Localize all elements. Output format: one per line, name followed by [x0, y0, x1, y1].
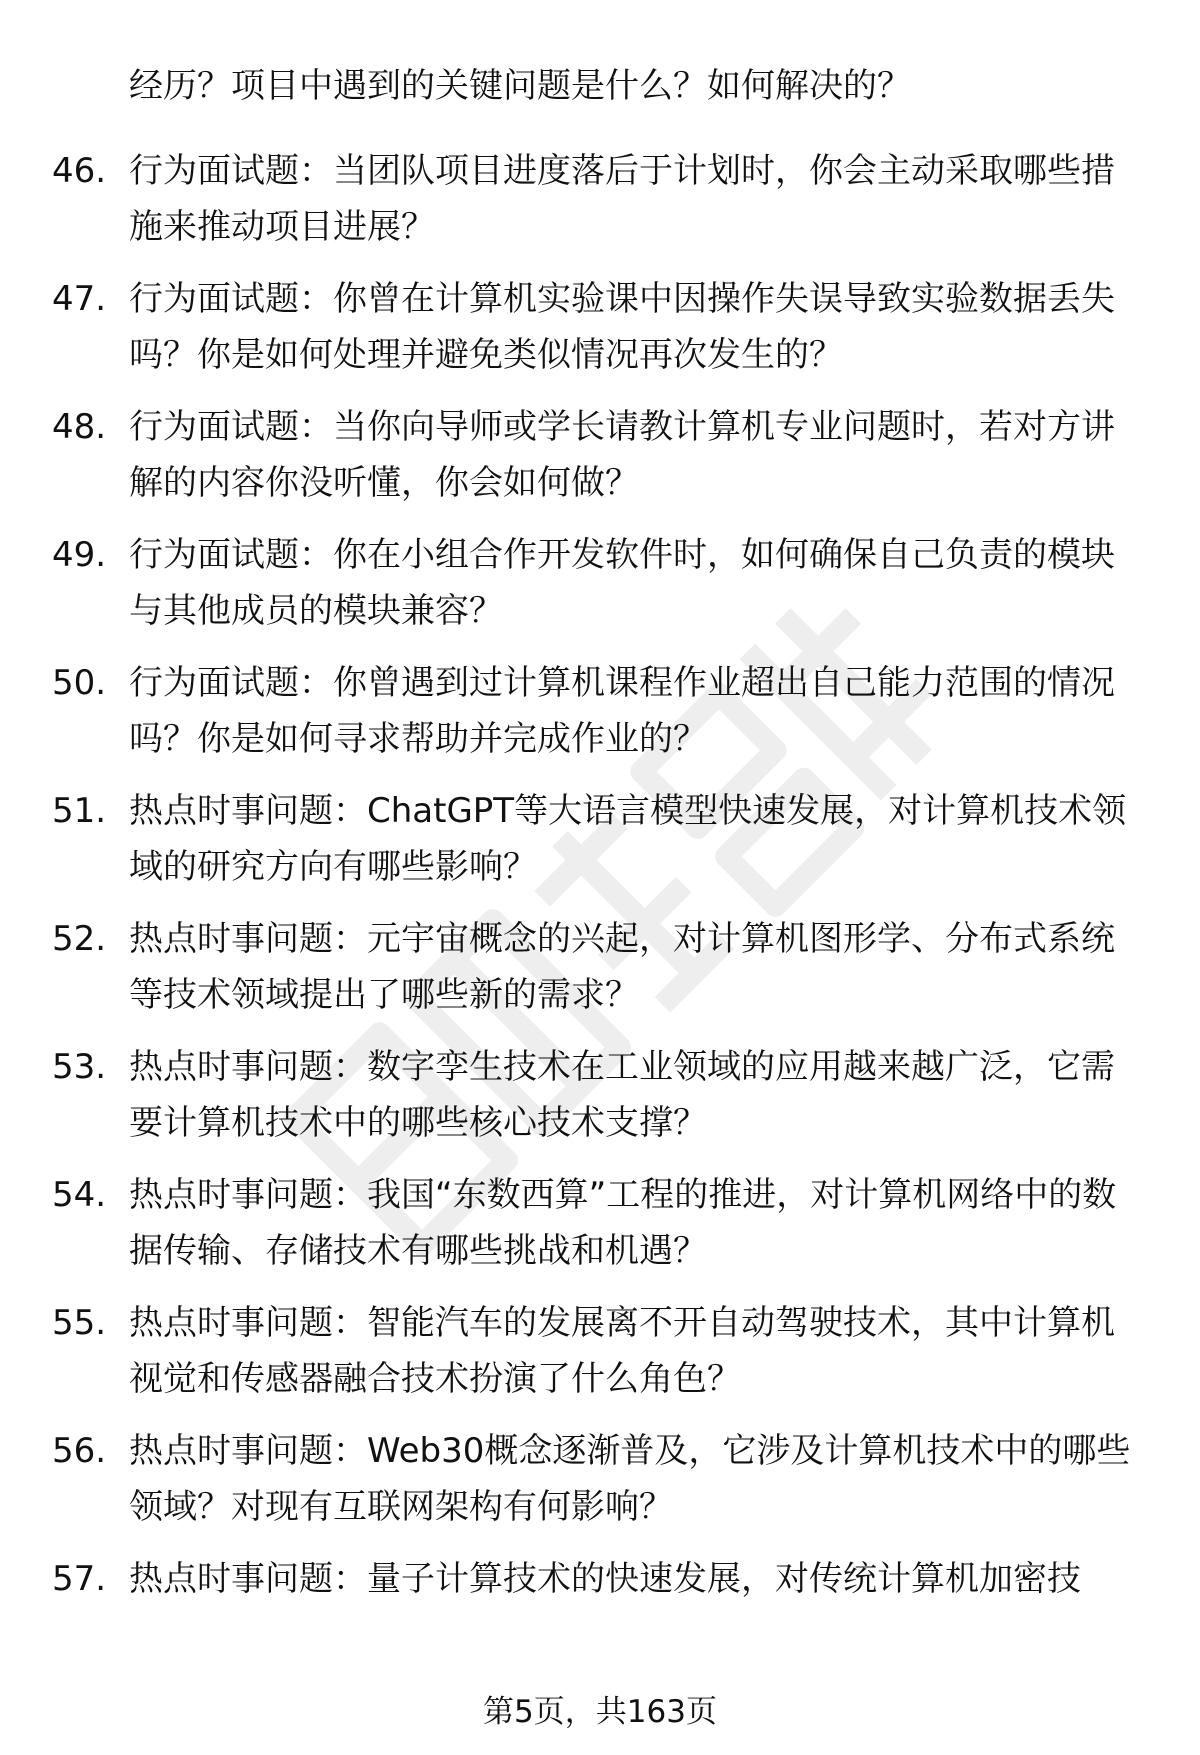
- item-number: 47.: [52, 279, 107, 319]
- item-text: 热点时事问题：元宇宙概念的兴起，对计算机图形学、分布式系统等技术领域提出了哪些新的需求？: [129, 919, 1115, 1015]
- list-item: [0, 1551, 1200, 1663]
- list-item: [0, 143, 1200, 255]
- item-text: 热点时事问题：Web30概念逐渐普及，它涉及计算机技术中的哪些领域？对现有互联网架构有何影响？: [129, 1431, 1131, 1527]
- item-number: 48.: [52, 407, 107, 447]
- item-number: 52.: [52, 919, 107, 959]
- list-item: [0, 1167, 1200, 1279]
- item-text: 热点时事问题：智能汽车的发展离不开自动驾驶技术，其中计算机视觉和传感器融合技术扮演了什么角色？: [129, 1303, 1115, 1399]
- list-item: [0, 911, 1200, 1023]
- item-number: 54.: [52, 1175, 107, 1215]
- continuation-line: 经历？项目中遇到的关键问题是什么？如何解决的？: [129, 66, 911, 106]
- list-item: [0, 1039, 1200, 1151]
- item-number: 57.: [52, 1559, 107, 1599]
- item-text: 热点时事问题：数字孪生技术在工业领域的应用越来越广泛，它需要计算机技术中的哪些核心技术支撑？: [129, 1047, 1115, 1143]
- list-item: [0, 655, 1200, 767]
- item-text: 热点时事问题：我国“东数西算”工程的推进，对计算机网络中的数据传输、存储技术有哪些挑战和机遇？: [129, 1175, 1117, 1271]
- item-number: 55.: [52, 1303, 107, 1343]
- item-text: 行为面试题：你曾遇到过计算机课程作业超出自己能力范围的情况吗？你是如何寻求帮助并完成作业的？: [129, 663, 1115, 759]
- list-item: [0, 1295, 1200, 1407]
- item-text: 行为面试题：你曾在计算机实验课中因操作失误导致实验数据丢失吗？你是如何处理并避免类似情况再次发生的？: [129, 279, 1115, 375]
- item-number: 51.: [52, 791, 107, 831]
- list-item: [0, 1423, 1200, 1535]
- page-footer: 第5页，共163页: [483, 1694, 717, 1730]
- item-text: 热点时事问题：ChatGPT等大语言模型快速发展，对计算机技术领域的研究方向有哪些影响？: [129, 791, 1127, 887]
- item-text: 热点时事问题：量子计算技术的快速发展，对传统计算机加密技: [129, 1559, 1081, 1599]
- list-item: [0, 783, 1200, 895]
- item-number: 46.: [52, 151, 107, 191]
- item-text: 行为面试题：你在小组合作开发软件时，如何确保自己负责的模块与其他成员的模块兼容？: [129, 535, 1115, 631]
- question-list: [0, 143, 1200, 1679]
- list-item: [0, 399, 1200, 511]
- item-number: 56.: [52, 1431, 107, 1471]
- list-item: [0, 527, 1200, 639]
- item-text: 行为面试题：当你向导师或学长请教计算机专业问题时，若对方讲解的内容你没听懂，你会如何做？: [129, 407, 1115, 503]
- item-number: 53.: [52, 1047, 107, 1087]
- list-item: [0, 271, 1200, 383]
- item-number: 50.: [52, 663, 107, 703]
- item-number: 49.: [52, 535, 107, 575]
- item-text: 行为面试题：当团队项目进度落后于计划时，你会主动采取哪些措施来推动项目进展？: [129, 151, 1115, 247]
